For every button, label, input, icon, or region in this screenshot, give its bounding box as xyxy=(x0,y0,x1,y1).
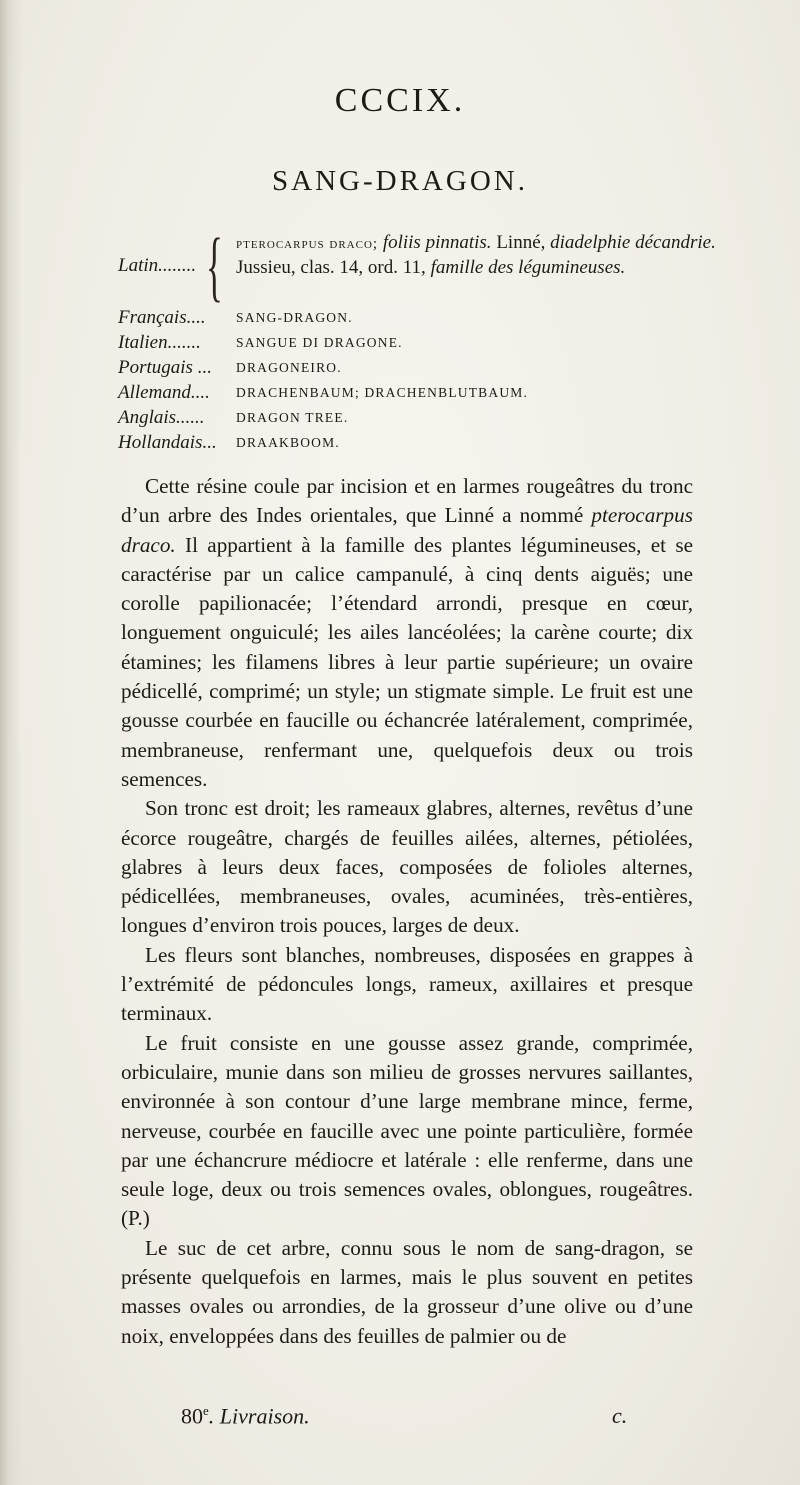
name-row xyxy=(118,330,758,355)
name-row xyxy=(118,430,758,455)
issue-suffix: e xyxy=(203,1403,209,1418)
latin-author: Linné, xyxy=(491,232,551,253)
page-edge-shadow xyxy=(0,0,22,1485)
latin-entry xyxy=(118,222,758,309)
language-label: Anglais...... xyxy=(118,407,205,428)
signature-mark: c. xyxy=(612,1403,628,1428)
name-value: SANG-DRAGON. xyxy=(236,310,353,325)
latin-family: famille des légumineuses. xyxy=(430,257,626,278)
species-name: pterocarpus draco. xyxy=(121,503,693,557)
language-label: Portugais ... xyxy=(118,357,212,378)
page-title: SANG-DRAGON. xyxy=(272,165,528,197)
name-row xyxy=(118,355,758,380)
name-value: DRAAKBOOM. xyxy=(236,435,340,450)
language-label: Hollandais... xyxy=(118,432,217,453)
language-label: Italien....... xyxy=(118,332,201,353)
paragraph xyxy=(121,472,693,794)
name-row xyxy=(118,305,758,330)
paragraph-text: Cette résine coule par incision et en larmes rougeâtres du tronc d’un arbre des Indes orientales, que Linné a nommé xyxy=(121,474,693,528)
page-footer xyxy=(181,1403,681,1429)
names-table xyxy=(118,222,758,455)
paragraph: Les fleurs sont blanches, nombreuses, disposées en grappes à l’extrémité de pédoncules longs, rameux, axillaires et presque terminaux. xyxy=(121,942,693,1026)
name-value: DRAGON TREE. xyxy=(236,410,349,425)
paragraph-text: Il appartient à la famille des plantes légumineuses, et se caractérise par un calice campanulé, à cinq dents aiguës; une corolle papilionacée; l’étendard arrondi, presque en cœur, longuement onguiculé; les ailes lancéolées; la carène courte; dix étamines; les filamens libres à leur partie supérieure; un ovaire pédicellé, comprimé; un style; un stigmate simple. Le fruit est une gousse courbée en faucille ou échancrée latéralement, comprimée, membraneuse, renfermant une, quelquefois deux ou trois semences. xyxy=(121,532,693,791)
name-value: SANGUE DI DRAGONE. xyxy=(236,335,403,350)
issue-number: 80 xyxy=(181,1403,203,1429)
latin-description xyxy=(236,231,756,280)
name-value: DRACHENBAUM; DRACHENBLUTBAUM. xyxy=(236,385,529,400)
brace-glyph: { xyxy=(206,222,223,309)
latin-genus: pterocarpus draco; xyxy=(236,236,379,252)
issue-label: . Livraison. xyxy=(208,1403,310,1429)
plate-number: CCCIX. xyxy=(334,82,466,119)
name-value: DRAGONEIRO. xyxy=(236,360,342,375)
paragraph: Son tronc est droit; les rameaux glabres, alternes, revêtus d’une écorce rougeâtre, chargés de feuilles ailées, alternes, pétiolées, glabres à leurs deux faces, composées de folioles alternes, pédicellées, membraneuses, ovales, acuminées, très-entières, longues d’environ trois pouces, larges de deux. xyxy=(121,796,693,938)
latin-jussieu: Jussieu, clas. 14, ord. 11, xyxy=(236,257,431,278)
latin-class: diadelphie décandrie. xyxy=(550,232,716,253)
name-row xyxy=(118,380,758,405)
latin-label: Latin........ xyxy=(118,255,197,276)
paragraph: Le suc de cet arbre, connu sous le nom de sang-dragon, se présente quelquefois en larmes, mais le plus souvent en petites masses ovales ou arrondies, de la grosseur d’une olive ou d’une noix, enveloppées dans des feuilles de palmier ou de xyxy=(121,1235,693,1348)
latin-phrase: foliis pinnatis. xyxy=(378,232,492,253)
paragraph: Le fruit consiste en une gousse assez grande, comprimée, orbiculaire, munie dans son milieu de grosses nervures saillantes, environnée à son contour d’une large membrane mince, ferme, nerveuse, courbée en faucille avec une pointe particulière, formée par une échancrure médiocre et latérale : elle renferme, dans une seule loge, deux ou trois semences ovales, oblongues, rougeâtres. (P.) xyxy=(121,1030,693,1231)
body-text xyxy=(121,472,693,1351)
name-row xyxy=(118,405,758,430)
language-label: Français.... xyxy=(118,307,206,328)
language-label: Allemand.... xyxy=(118,382,210,403)
